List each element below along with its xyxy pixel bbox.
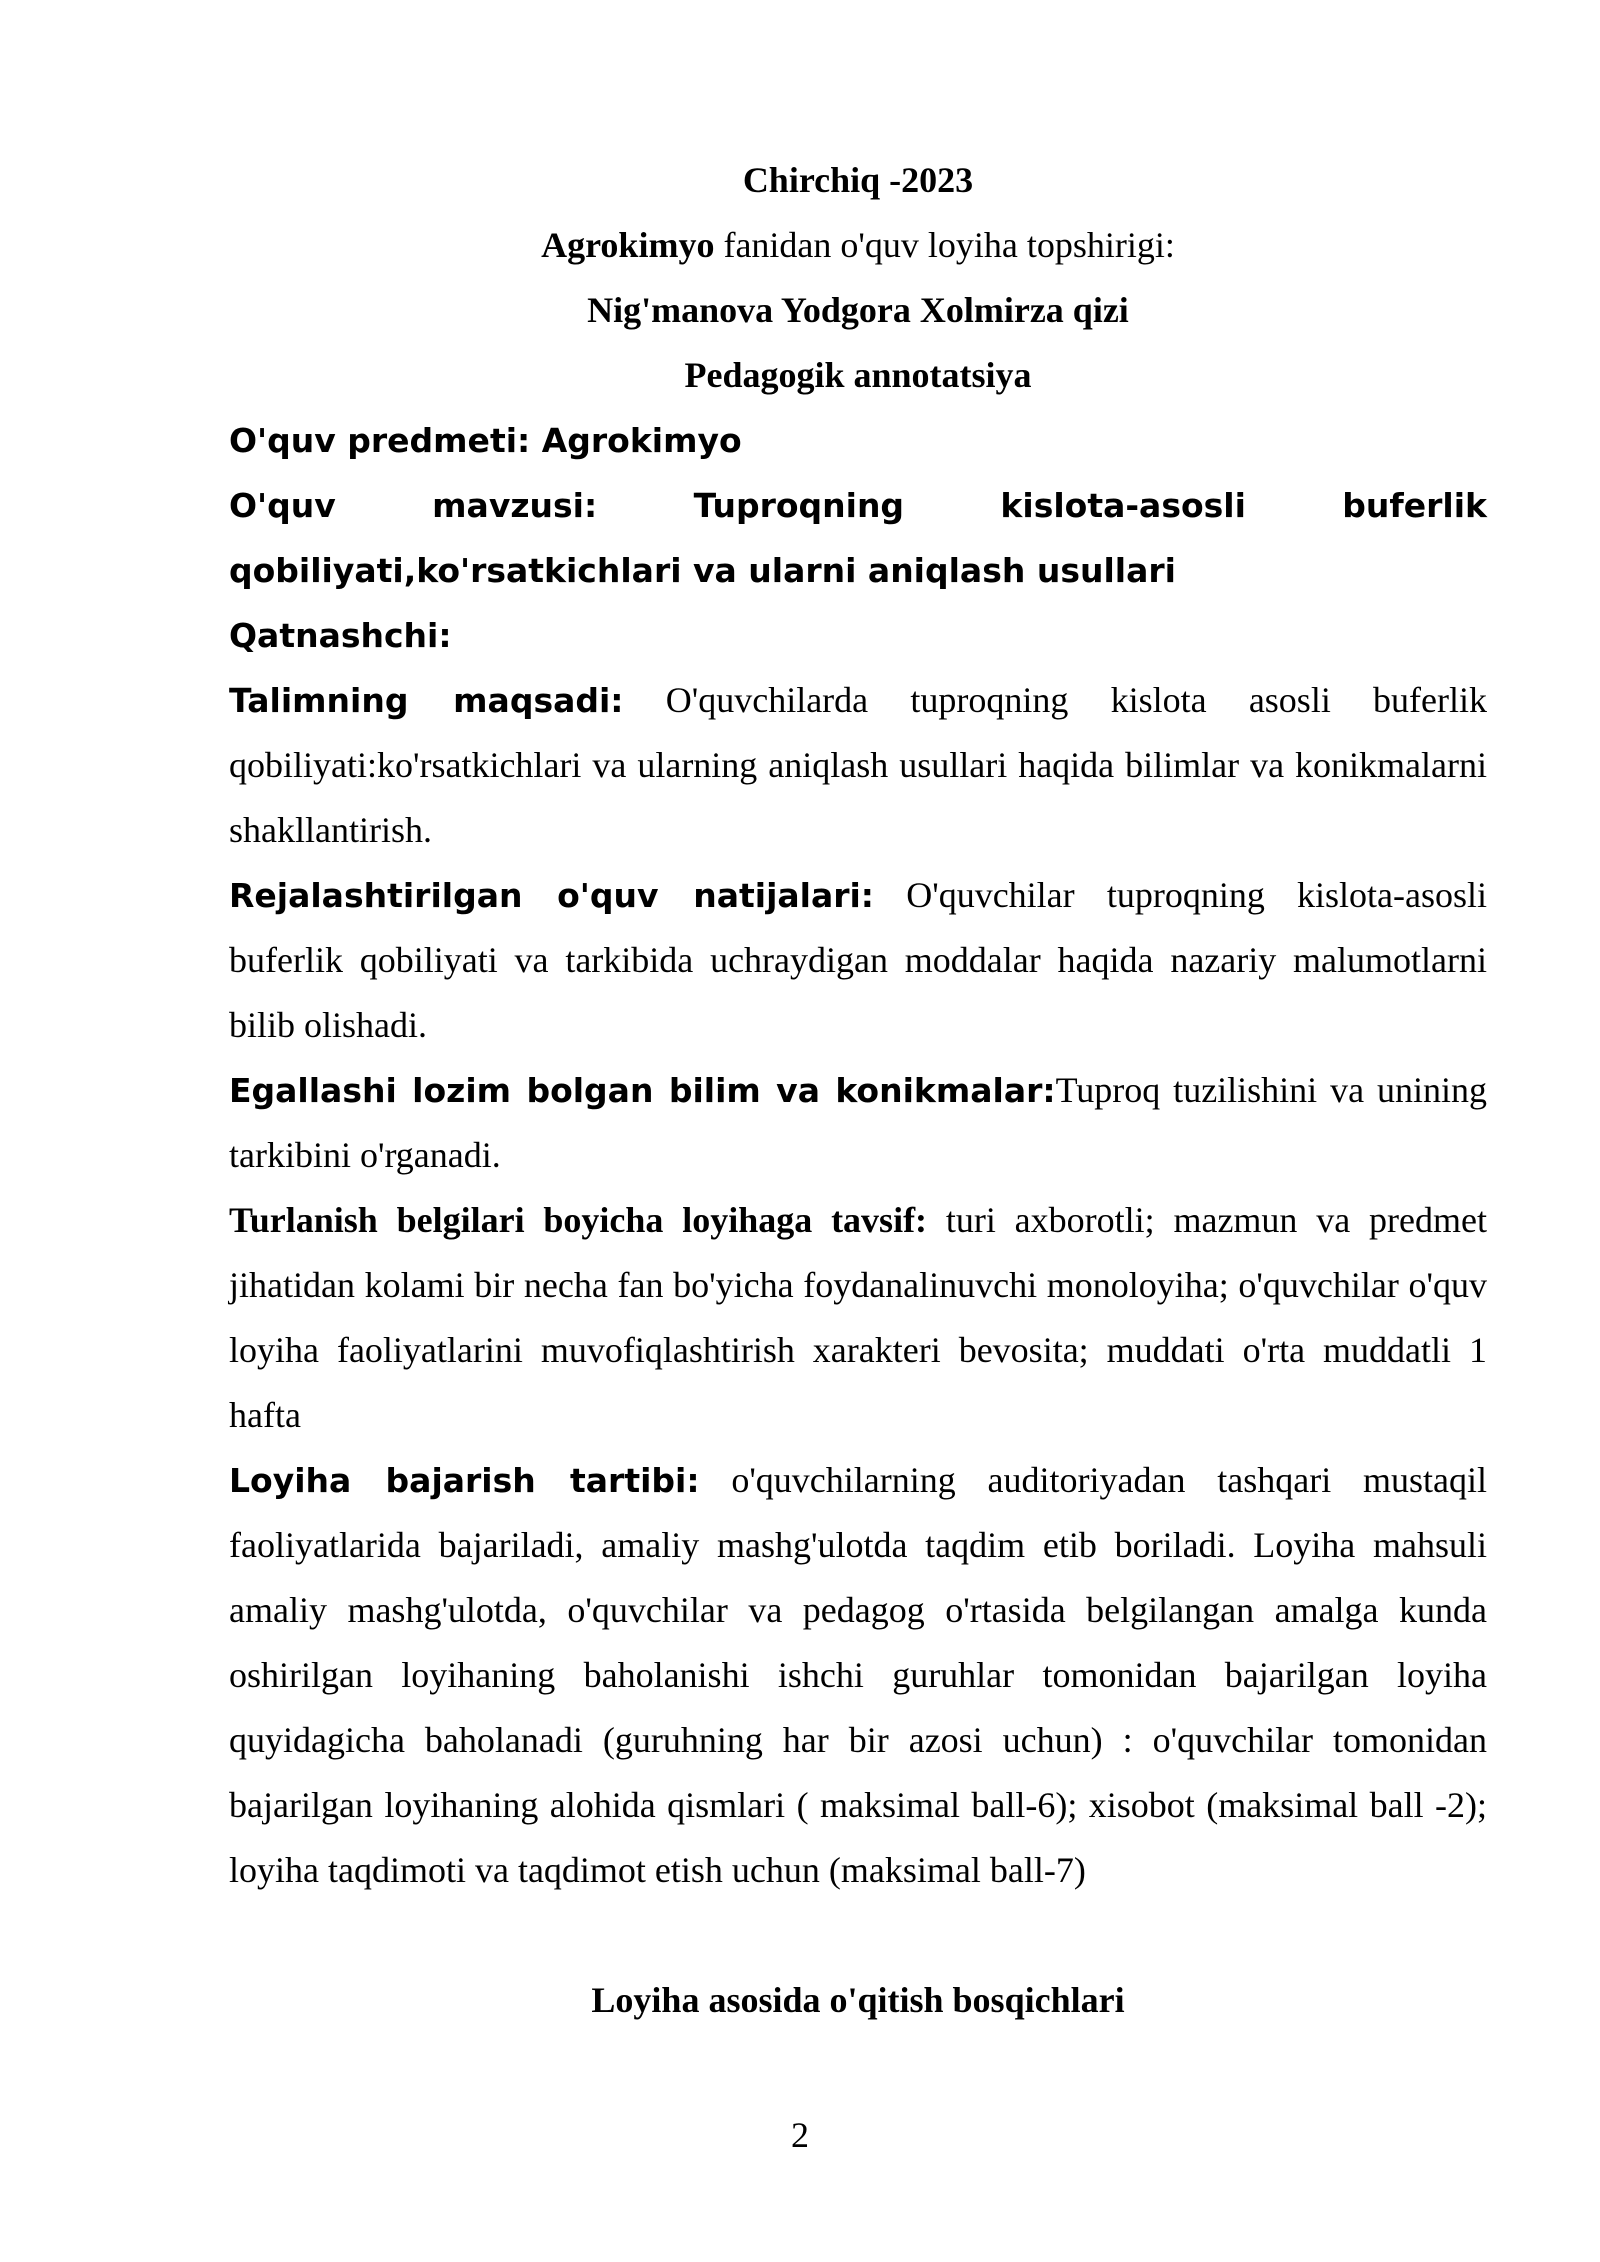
task-subject: Agrokimyo bbox=[541, 225, 715, 265]
student-name: Nig'manova Yodgora Xolmirza qizi bbox=[587, 290, 1129, 330]
paragraph-label: Loyiha bajarish tartibi: bbox=[229, 1461, 700, 1500]
paragraph-text: Tuproq tuzilishini va unining tarkibini o'rganadi. bbox=[229, 1070, 1487, 1175]
paragraph-outcomes bbox=[229, 863, 1487, 1058]
paragraph-text: o'quvchilarning auditoriyadan tashqari mustaqil faoliyatlarida bajariladi, amaliy mashg'ulotda taqdim etib boriladi. Loyiha mahsuli amaliy mashg'ulotda, o'quvchilar va pedagog o'rtasida belgilangan amalga kunda oshirilgan loyihaning baholanishi ishchi guruhlar tomonidan bajarilgan loyiha quyidagicha baholanadi (guruhning har bir azosi uchun) : o'quvchilar tomonidan bajarilgan loyihaning alohida qismlari ( maksimal ball-6); xisobot (maksimal ball -2); loyiha taqdimoti va taqdimot etish uchun (maksimal ball-7) bbox=[229, 1460, 1487, 1890]
paragraph-text: turi axborotli; mazmun va predmet jihatidan kolami bir necha fan bo'yicha foydanalinuvchi monoloyiha; o'quvchilar o'quv loyiha faoliyatlarini muvofiqlashtirish xarakteri bevosita; muddati o'rta muddatli 1 hafta bbox=[229, 1200, 1487, 1435]
place-year-heading: Chirchiq -2023 bbox=[742, 160, 974, 200]
annotation-title: Pedagogik annotatsiya bbox=[684, 355, 1032, 395]
paragraph-description bbox=[229, 1188, 1487, 1448]
page-number: 2 bbox=[791, 2115, 809, 2155]
paragraph-text: O'quvchilar tuproqning kislota-asosli buferlik qobiliyati va tarkibida uchraydigan moddalar haqida nazariy malumotlarni bilib olishadi. bbox=[229, 875, 1487, 1045]
paragraph-label: Egallashi lozim bolgan bilim va konikmalar: bbox=[229, 1071, 1056, 1110]
paragraph-skills bbox=[229, 1058, 1487, 1188]
paragraph-procedure bbox=[229, 1448, 1487, 1903]
paragraph-label: Turlanish belgilari boyicha loyihaga tavsif: bbox=[229, 1200, 928, 1240]
paragraph-text: O'quvchilarda tuproqning kislota asosli buferlik qobiliyati:ko'rsatkichlari va ularning aniqlash usullari haqida bilimlar va konikmalarni shakllantirish. bbox=[229, 680, 1488, 850]
task-description: fanidan o'quv loyiha topshirigi: bbox=[714, 225, 1175, 265]
document-page bbox=[229, 148, 1487, 2033]
task-heading bbox=[229, 213, 1487, 278]
paragraph-label: Rejalashtirilgan o'quv natijalari: bbox=[229, 876, 875, 915]
paragraph-goal bbox=[229, 668, 1487, 863]
participant-line: Qatnashchi: bbox=[229, 616, 452, 655]
topic-line: O'quv mavzusi: Tuproqning kislota-asosli buferlik qobiliyati,ko'rsatkichlari va ularni aniqlash usullari bbox=[229, 486, 1487, 590]
paragraph-label: Talimning maqsadi: bbox=[229, 681, 624, 720]
section-title: Loyiha asosida o'qitish bosqichlari bbox=[591, 1980, 1125, 2020]
subject-line: O'quv predmeti: Agrokimyo bbox=[229, 421, 742, 460]
